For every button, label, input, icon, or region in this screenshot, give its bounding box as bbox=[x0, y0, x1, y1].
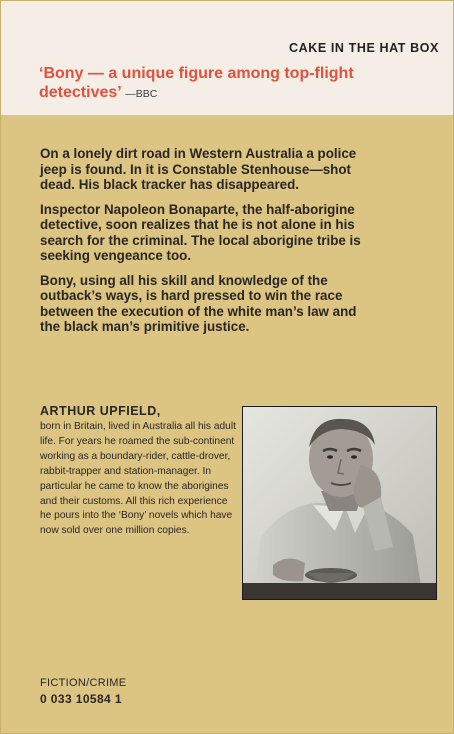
author-portrait-icon bbox=[243, 407, 436, 599]
blurb-paragraph: Inspector Napoleon Bonaparte, the half-aborigine detective, soon realizes that he is not alone in his search for the criminal. The local aborigine tribe is seeking vengeance too. bbox=[40, 201, 361, 263]
book-title: CAKE IN THE HAT BOX bbox=[288, 41, 439, 55]
review-quote bbox=[39, 64, 419, 104]
author-bio: born in Britain, lived in Australia all his adult life. For years he roamed the sub-continent working as a boundary-rider, cattle-drover, rabbit-trapper and station-manager. In particular he came to know the aborigines and their customs. All this rich experience he pours into the ‘Bony’ novels which have now sold over one million copies. bbox=[40, 421, 236, 537]
isbn-number: 0 033 10584 1 bbox=[40, 692, 122, 706]
genre-label: FICTION/CRIME bbox=[40, 677, 127, 689]
blurb bbox=[40, 146, 362, 344]
review-quote-text: ‘Bony — a unique figure among top-flight detectives’ bbox=[39, 65, 354, 101]
author-photo bbox=[242, 406, 437, 600]
author-name: ARTHUR UPFIELD, bbox=[40, 404, 161, 418]
blurb-paragraph: Bony, using all his skill and knowledge of the outback’s ways, is hard pressed to win the race between the execution of the white man’s law and the black man’s primitive justice. bbox=[40, 272, 357, 334]
review-source: —BBC bbox=[125, 88, 158, 100]
blurb-paragraph: On a lonely dirt road in Western Australia a police jeep is found. In it is Constable Stenhouse—shot dead. His black tracker has disappeared. bbox=[40, 146, 357, 192]
top-band bbox=[1, 1, 453, 115]
